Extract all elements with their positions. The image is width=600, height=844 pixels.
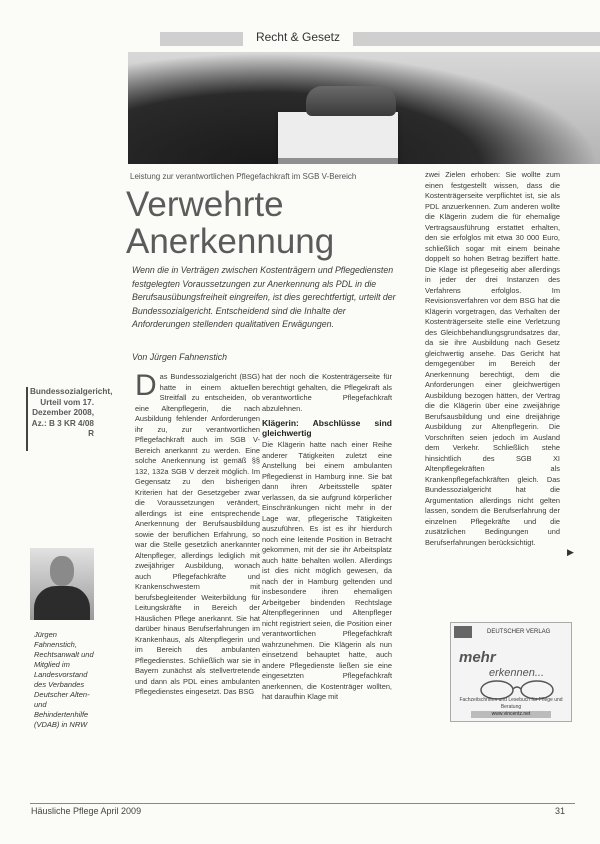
ad-headline: mehr <box>459 649 496 666</box>
drop-cap: D <box>135 369 157 402</box>
continue-arrow-icon: ▶ <box>567 547 574 557</box>
ad-small-text: Fachzeitschriften und Lesebuch für Pflege und Beratung <box>459 697 563 710</box>
sidebar-reference: Bundessozialgericht, Urteil vom 17. Dezember 2008, Az.: B 3 KR 4/08 R <box>30 387 113 438</box>
section-label: Recht & Gesetz <box>243 26 353 48</box>
article-column-3 <box>425 170 560 548</box>
footer-rule <box>30 803 575 804</box>
photo-hand <box>306 86 396 116</box>
header-photo <box>128 52 600 164</box>
portrait-shoulders <box>34 586 90 620</box>
ad-url[interactable]: www.vincentz.net <box>471 711 551 718</box>
section-bar <box>160 32 600 46</box>
photo-book <box>278 112 398 164</box>
ad-subline: erkennen... <box>489 667 545 679</box>
article-lead: Wenn die in Verträgen zwischen Kostenträgern und Pflegediensten festgelegten Voraussetzungen zur Anerkennung als PDL in die Berufsausübungsfreiheit eingreifen, ist dies gerechtfertigt, urteilt der Bundessozialgericht. Entscheidend sind die Inhalte der Anforderungen stellenden qualitativen Erwägungen. <box>132 265 396 329</box>
column-2-text: hat der noch die Kostenträgerseite für berechtigt gehalten, die Pflegekraft als verantwortliche Pflegefachkraft abzulehnen. <box>262 372 392 413</box>
page-number: 31 <box>555 806 566 816</box>
portrait-head <box>50 556 74 586</box>
article-column-2 <box>262 372 392 703</box>
column-3-text: zwei Zielen erhoben: Sie wollte zum einen festgestellt wissen, dass die Kostenträgerseite verpflichtet ist, sie als PDL anzuerkennen. Zum anderen wollte die Klägerin zudem die für ehemalige Vertragsausführung erstattet erhalten, den sie erfolglos mit etwa 30 000 Euro, schließlich sogar mit einem beinahe doppelt so hohen Betrag beziffert hatte. Die Klage ist pflegeseitig aber allerdings in jeder der drei Instanzen des Verfahrens erfolglos. Im Revisionsverfahren vor dem BSG hat die Klägerin vorgetragen, das Verhalten der Kostenträgerseite stelle eine Verletzung des Gleichbehandlungsgrundsatzes dar, da sie ihre Ausbildung nach Gesetz gleichwertig ansehe. Das Gericht hat demgegenüber im Bereich der Anerkennung berechtigt, dem die Anforderungen einer gleichwertigen Ausbildung bezogen hätten, der Vertrag die die Klägerin über eine zweijährige Berufsausbildung und eine dreijährige Ausbildung zur Altenpflegerin. Die Vorschriften seien jedoch im Ausland dem Verkehr. Schließlich stehe hinsichtlich des SGB XI Altenpflegekräften als Krankenpflegefachkräften gleich. Das Bundessozialgericht hat die Argumentation allerdings nicht gelten lassen, sondern die Berufserfahrung der einzelnen Pflegekräfte und die zusätzlichen Bedingungen und Berufserfahrungen berücksichtigt. <box>425 170 560 547</box>
article-column-1 <box>135 369 260 698</box>
subheading: Klägerin: Abschlüsse sind gleichwertig <box>262 418 392 438</box>
column-2-text-2: Die Klägerin hatte nach einer Reihe anderer Tätigkeiten zuletzt eine Anstellung bei einem ambulanten Pflegedienst in Hamburg inne. Sie bat dann ihren Arbeitsstelle später verlassen, da sie aufgrund körperlicher Einschränkungen nicht mehr in der Lage war, pflegerische Tätigkeiten auszuführen. Es ist es ihr hierdurch noch eine leitende Position in Betracht gekommen, mit der sie ihr Arbeitsplatz auch hätte behalten wollen. Allerdings ist dies nicht möglich gewesen, da nach der in Hamburg geltenden und insbesondere ihren ehemaligen Arbeitgeber bindenden Rechtslage Altenpflegerinnen und Altenpfleger nicht registriert seien, die Position einer verantwortlichen Pflegefachkraft wahrzunehmen. Die Klägerin als nun einsetzend behauptet hatte, auch andere Pflegedienste ließen sie eine eingesetzten Pflegefachkraft anerkennen, die Kostenträger wollten, hat daraufhin Klage mit <box>262 440 392 701</box>
sidebar-marker <box>26 387 28 451</box>
advertisement[interactable] <box>450 622 572 722</box>
column-1-text: as Bundessozialgericht (BSG) hatte in einem aktuellen Streitfall zu entscheiden, ob eine Altenpflegerin, die nach Ausbildung fehlender Anforderungen ihr zu, zur verantwortlichen Pflegefachkraft auch im SGB V-Bereich anerkannt zu werden. Eine solche Anerkennung ist gemäß §§ 132, 132a SGB V derzeit möglich. Im Gegensatz zu den bisherigen Kriterien hat der Gesetzgeber zwar die Voraussetzungen verändert, allerdings ist eine entsprechende Anerkennung der Berufsausbildung sowie der beruflichen Erfahrung, so war die Stelle gesetzlich anerkannter Altenpfleger, allerdings lediglich mit zweijähriger Ausbildung, wonach auch Pflegefachkräfte und Krankenschwestern mit berufsbegleitender Weiterbildung für Leitungskräfte in Bereich der Häuslichen Pflege anerkannt. Sie hat darüber hinaus Berufserfahrungen im Krankenhaus, als Altenpflegerin und im Bereich des ambulanten Pflegedienstes. Schließlich war sie in Bayern zunächst als stellvertretende und dann als PDL eines ambulanten Pflegedienstes eingesetzt. Das BSG <box>135 372 260 696</box>
ad-brand: DEUTSCHER VERLAG <box>487 629 551 635</box>
article-byline: Von Jürgen Fahnenstich <box>132 352 228 362</box>
article-kicker: Leistung zur verantwortlichen Pflegefachkraft im SGB V-Bereich <box>130 172 357 181</box>
title-line-2: Anerkennung <box>126 222 335 261</box>
footer-publication: Häusliche Pflege April 2009 <box>31 806 142 816</box>
ad-logo <box>454 626 472 638</box>
article-title <box>126 186 426 260</box>
author-photo <box>30 548 94 620</box>
author-caption: Jürgen Fahnenstich, Rechtsanwalt und Mitglied im Landesvorstand des Verbandes Deutscher Alten- und Behindertenhilfe (VDAB) in NRW <box>34 630 94 729</box>
title-line-1: Verwehrte <box>126 185 284 224</box>
